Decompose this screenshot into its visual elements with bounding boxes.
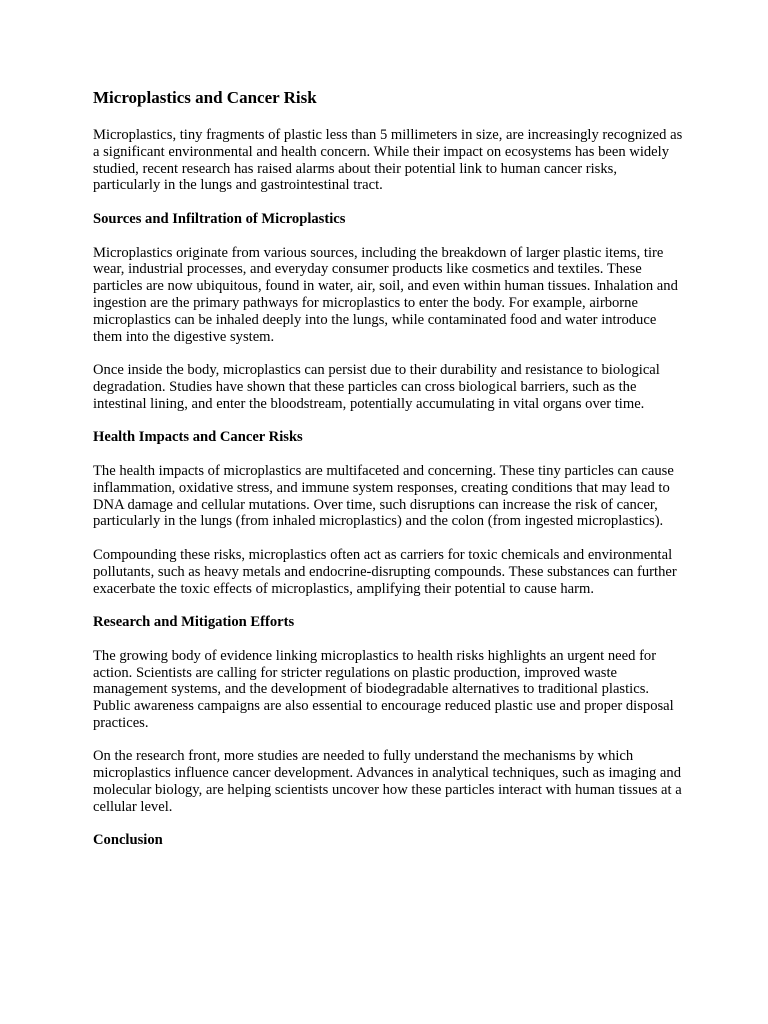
intro-paragraph: Microplastics, tiny fragments of plastic less than 5 millimeters in size, are increasingly recognized as a significant environmental and health concern. While their impact on ecosystems has been widely studied, recent research has raised alarms about their potential link to human cancer risks, particularly in the lungs and gastrointestinal tract. [93, 127, 683, 194]
paragraph-research-1: The growing body of evidence linking microplastics to health risks highlights an urgent need for action. Scientists are calling for stricter regulations on plastic production, improved waste management systems, and the development of biodegradable alternatives to traditional plastics. Public awareness campaigns are also essential to encourage reduced plastic use and proper disposal practices. [93, 647, 674, 731]
heading-research: Research and Mitigation Efforts [93, 614, 295, 631]
paragraph-research-2: On the research front, more studies are needed to fully understand the mechanisms by which microplastics influence cancer development. Advances in analytical techniques, such as imaging and molecular biology, are helping scientists uncover how these particles interact with human tissues at a cellular level. [93, 748, 682, 815]
paragraph-health-2: Compounding these risks, microplastics often act as carriers for toxic chemicals and environmental pollutants, such as heavy metals and endocrine-disrupting compounds. These substances can further exacerbate the toxic effects of microplastics, amplifying their potential to cause harm. [93, 546, 677, 597]
heading-sources: Sources and Infiltration of Microplastics [93, 210, 346, 227]
document-title: Microplastics and Cancer Risk [93, 88, 317, 107]
heading-conclusion: Conclusion [93, 832, 163, 849]
paragraph-sources-1: Microplastics originate from various sources, including the breakdown of larger plastic items, tire wear, industrial processes, and everyday consumer products like cosmetics and textiles. These particles are now ubiquitous, found in water, air, soil, and even within human tissues. Inhalation and ingestion are the primary pathways for microplastics to enter the body. For example, airborne microplastics can be inhaled deeply into the lungs, while contaminated food and water introduce them into the digestive system. [93, 244, 678, 345]
heading-health-impacts: Health Impacts and Cancer Risks [93, 429, 303, 446]
paragraph-sources-2: Once inside the body, microplastics can persist due to their durability and resistance to biological degradation. Studies have shown that these particles can cross biological barriers, such as the intestinal lining, and enter the bloodstream, potentially accumulating in vital organs over time. [93, 362, 660, 412]
document-page [93, 88, 683, 866]
paragraph-health-1: The health impacts of microplastics are multifaceted and concerning. These tiny particles can cause inflammation, oxidative stress, and immune system responses, creating conditions that may lead to DNA damage and cellular mutations. Over time, such disruptions can increase the risk of cancer, particularly in the lungs (from inhaled microplastics) and the colon (from ingested microplastics). [93, 462, 674, 530]
